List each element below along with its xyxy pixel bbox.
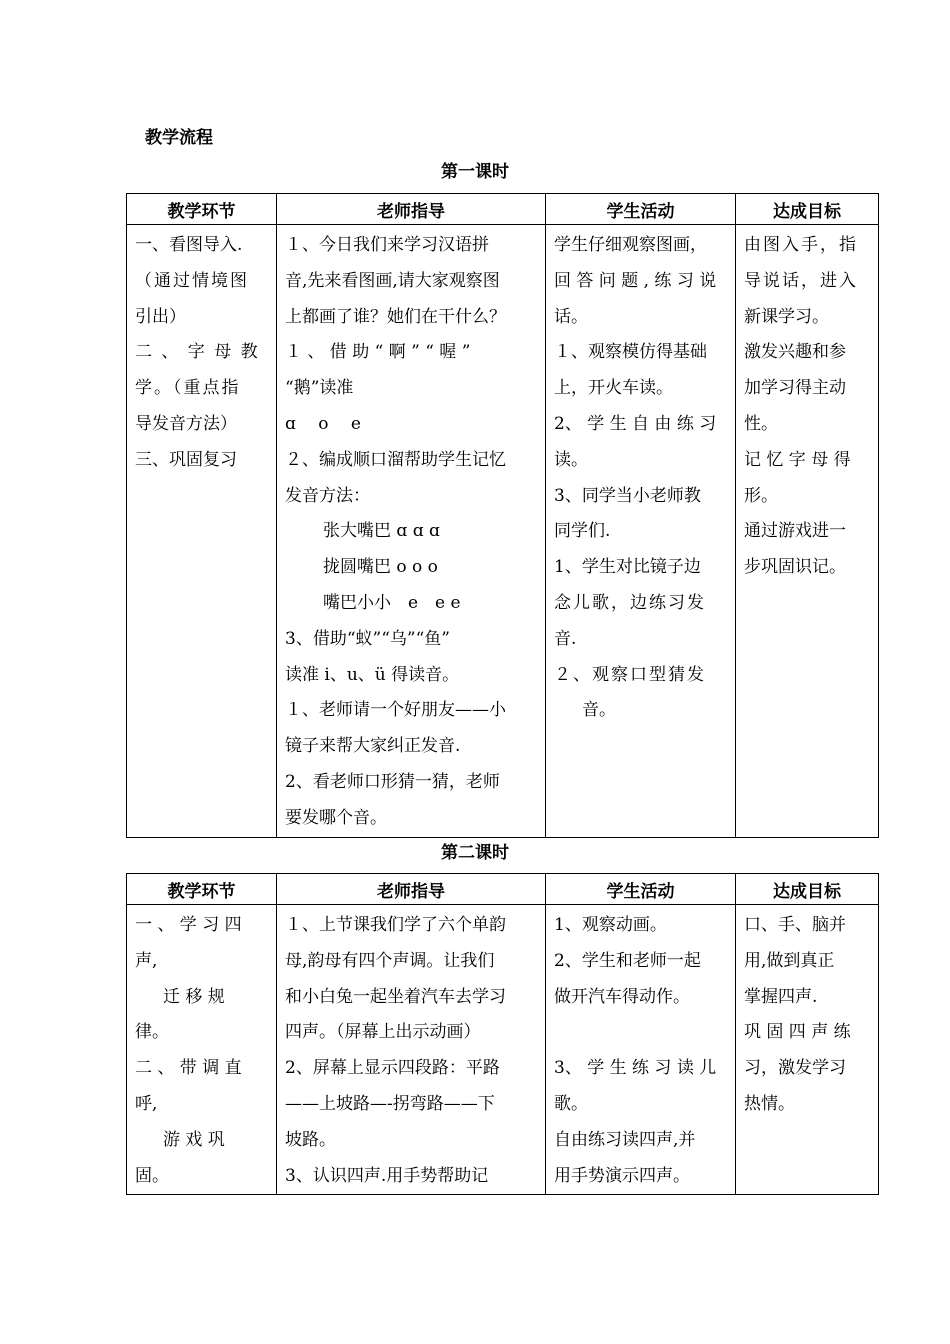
cell-line: 同学们.	[554, 521, 611, 542]
header-goal: 达成目标	[736, 874, 879, 905]
cell-line: 母,韵母有四个声调。让我们	[285, 950, 495, 971]
cell-line: 呼,	[135, 1093, 158, 1114]
cell-line: 读。	[554, 449, 588, 470]
cell-line: 用手势演示四声。	[554, 1165, 690, 1186]
goal-cell	[736, 905, 879, 1195]
header-teacher-guidance: 老师指导	[277, 874, 546, 905]
cell-line: 2、屏幕上显示四段路：平路	[285, 1058, 500, 1079]
table-header-row	[127, 874, 879, 905]
header-teaching-stage: 教学环节	[127, 874, 277, 905]
table-row	[127, 225, 879, 838]
header-student-activity: 学生活动	[546, 874, 736, 905]
cell-line: 学。（重点指	[135, 378, 241, 399]
cell-line: 二 、 字 母 教	[135, 342, 260, 363]
cell-line: 固。	[135, 1165, 169, 1186]
cell-line: 记 忆 字 母 得	[744, 449, 851, 470]
header-teaching-stage: 教学环节	[127, 194, 277, 225]
cell-line: 上，开火车读。	[554, 378, 673, 399]
cell-line: 热情。	[744, 1093, 795, 1114]
cell-line: 游 戏 巩	[163, 1129, 225, 1150]
cell-line	[554, 1015, 727, 1051]
cell-line: 3、借助“蚁”“乌”“鱼”	[285, 628, 450, 649]
cell-line: １、上节课我们学了六个单韵	[285, 915, 506, 935]
cell-line: ２、观察口型猜发	[554, 664, 706, 685]
cell-line: 四声。（屏幕上出示动画）	[285, 1022, 481, 1043]
table-header-row	[127, 194, 879, 225]
cell-line: 2、 学 生 自 由 练 习	[554, 413, 717, 434]
cell-line: 镜子来帮大家纠正发音.	[285, 736, 461, 757]
stage-cell	[127, 225, 277, 838]
cell-line: １、观察模仿得基础	[554, 342, 707, 363]
cell-line: 巩 固 四 声 练	[744, 1022, 851, 1043]
cell-line: 性。	[744, 413, 778, 434]
header-goal: 达成目标	[736, 194, 879, 225]
cell-line: 3、认识四声.用手势帮助记	[285, 1165, 489, 1186]
cell-line: 音,先来看图画,请大家观察图	[285, 270, 500, 291]
cell-line: 口、手、脑并	[744, 915, 846, 935]
cell-line: 张大嘴巴 ɑ ɑ ɑ	[323, 521, 440, 542]
cell-line: 坡路。	[285, 1129, 336, 1150]
table-row	[127, 905, 879, 1195]
cell-line: １、今日我们来学习汉语拼	[285, 235, 489, 255]
guidance-cell	[277, 905, 546, 1195]
cell-line: 做开汽车得动作。	[554, 986, 690, 1007]
cell-line: 2、学生和老师一起	[554, 950, 701, 971]
cell-line: 音。	[582, 700, 616, 721]
cell-line: 拢圆嘴巴 o o o	[323, 557, 438, 578]
cell-line: ——上坡路—-拐弯路——下	[285, 1093, 495, 1114]
cell-line: 3、 学 生 练 习 读 儿	[554, 1058, 717, 1079]
cell-line: 要发哪个音。	[285, 807, 387, 828]
cell-line: 嘴巴小小 e e e	[323, 592, 461, 613]
goal-cell	[736, 225, 879, 838]
session-1-title: 第一课时	[441, 162, 509, 182]
cell-line: 导发音方法）	[135, 413, 237, 434]
cell-line: 音.	[554, 628, 577, 649]
cell-line: 2、看老师口形猜一猜，老师	[285, 771, 500, 792]
cell-line: 三、巩固复习	[135, 449, 237, 470]
cell-line: ɑ o e	[285, 413, 361, 434]
cell-line: （通过情境图	[135, 270, 249, 291]
cell-line: 发音方法：	[285, 485, 370, 506]
session-2-table	[126, 873, 879, 1195]
cell-line: 声,	[135, 950, 158, 971]
cell-line: 一、看图导入.	[135, 235, 243, 255]
cell-line: 话。	[554, 306, 588, 327]
cell-line: 习，激发学习	[744, 1058, 846, 1079]
cell-line: 用,做到真正	[744, 950, 835, 971]
cell-line: 一 、 学 习 四	[135, 915, 242, 935]
cell-line: 引出）	[135, 306, 186, 327]
cell-line: 掌握四声.	[744, 986, 818, 1007]
document-title: 教学流程	[145, 128, 213, 148]
cell-line: 导说话，进入	[744, 270, 858, 291]
cell-line: 步巩固识记。	[744, 557, 846, 578]
cell-line: 念儿歌，边练习发	[554, 592, 706, 613]
cell-line: 1、观察动画。	[554, 915, 667, 935]
session-1-table	[126, 193, 879, 838]
activity-cell	[546, 905, 736, 1195]
stage-cell	[127, 905, 277, 1195]
cell-line: 3、同学当小老师教	[554, 485, 701, 506]
cell-line: 1、学生对比镜子边	[554, 557, 701, 578]
cell-line: 新课学习。	[744, 306, 829, 327]
cell-line: 形。	[744, 485, 778, 506]
cell-line: １、老师请一个好朋友——小	[285, 700, 506, 721]
cell-line: 读准 i、u、ü 得读音。	[285, 664, 460, 685]
session-2-title: 第二课时	[441, 843, 509, 863]
cell-line: 和小白兔一起坐着汽车去学习	[285, 986, 506, 1007]
cell-line: 回 答 问 题 , 练 习 说	[554, 270, 717, 291]
cell-line: ２、编成顺口溜帮助学生记忆	[285, 449, 506, 470]
cell-line: 通过游戏进一	[744, 521, 846, 542]
cell-line: 由图入手，指	[744, 235, 858, 255]
activity-cell	[546, 225, 736, 838]
cell-line: 歌。	[554, 1093, 588, 1114]
header-student-activity: 学生活动	[546, 194, 736, 225]
cell-line: 学生仔细观察图画，	[554, 235, 707, 255]
cell-line: 二 、 带 调 直	[135, 1058, 242, 1079]
header-teacher-guidance: 老师指导	[277, 194, 546, 225]
cell-line: １ 、 借 助 “ 啊 ” “ 喔 ”	[285, 342, 471, 363]
guidance-cell	[277, 225, 546, 838]
cell-line: 自由练习读四声,并	[554, 1129, 696, 1150]
cell-line: 激发兴趣和参	[744, 342, 846, 363]
cell-line: 上都画了谁？她们在干什么？	[285, 306, 506, 327]
cell-line: “鹅”读准	[285, 378, 354, 399]
cell-line: 迁 移 规	[163, 986, 225, 1007]
cell-line: 律。	[135, 1022, 169, 1043]
cell-line: 加学习得主动	[744, 378, 846, 399]
